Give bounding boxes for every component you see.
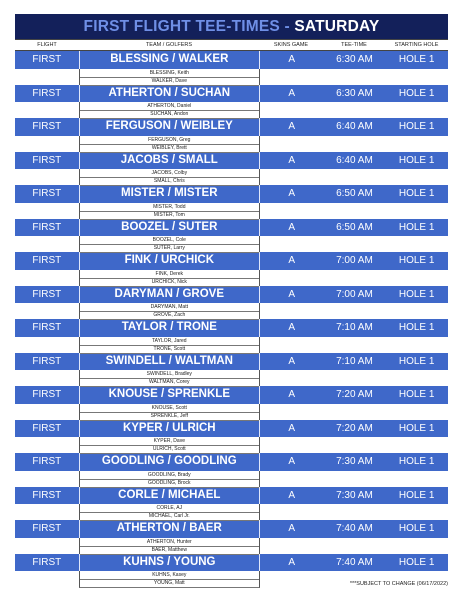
- tee-time-group: [15, 118, 448, 152]
- starting-hole-cell: HOLE 1: [398, 523, 435, 534]
- empty-cell: [260, 445, 448, 453]
- empty-cell: [260, 378, 448, 386]
- starting-hole-cell: HOLE 1: [398, 355, 435, 367]
- empty-cell: [260, 236, 448, 244]
- team-row: [15, 520, 448, 538]
- empty-cell: [260, 211, 448, 219]
- empty-cell: [260, 311, 448, 319]
- golfer-row: [15, 311, 448, 319]
- empty-cell: [260, 471, 448, 479]
- team-row: [15, 118, 448, 136]
- tee-time-group: [15, 487, 448, 521]
- empty-cell: [15, 445, 79, 453]
- golfer-row: [15, 177, 448, 185]
- flight-cell: FIRST: [32, 121, 62, 132]
- empty-cell: [260, 203, 448, 211]
- flight-cell: FIRST: [32, 389, 62, 400]
- title-flight-text: FIRST FLIGHT TEE-TIMES: [83, 18, 280, 35]
- golfer-name: TRONE, Scott: [79, 345, 260, 354]
- empty-cell: [260, 278, 448, 286]
- tee-time-cell: 6:30 AM: [336, 87, 373, 99]
- footnote: ***SUBJECT TO CHANGE (06/17/2022): [349, 581, 448, 587]
- team-name-cell: CORLE / MICHAEL: [79, 487, 260, 505]
- skins-cell: A: [288, 288, 296, 300]
- empty-cell: [15, 504, 79, 512]
- skins-cell: A: [288, 422, 296, 434]
- golfer-row: [15, 110, 448, 118]
- empty-cell: [15, 211, 79, 219]
- empty-cell: [15, 144, 79, 152]
- tee-time-list: [15, 51, 448, 587]
- empty-cell: [260, 345, 448, 353]
- team-name-cell: ATHERTON / BAER: [79, 520, 260, 538]
- flight-cell: FIRST: [32, 288, 62, 300]
- team-name-cell: SWINDELL / WALTMAN: [79, 353, 260, 371]
- empty-cell: [15, 437, 79, 445]
- empty-cell: [15, 102, 79, 110]
- empty-cell: [15, 278, 79, 286]
- team-name-cell: KYPER / ULRICH: [79, 420, 260, 438]
- golfer-row: [15, 345, 448, 353]
- empty-cell: [260, 337, 448, 345]
- empty-cell: [15, 345, 79, 353]
- flight-cell: FIRST: [32, 456, 62, 467]
- golfer-row: [15, 571, 448, 579]
- golfer-row: [15, 412, 448, 420]
- tee-time-group: [15, 152, 448, 186]
- tee-time-group: [15, 286, 448, 320]
- team-row: [15, 152, 448, 170]
- golfer-row: [15, 203, 448, 211]
- golfer-name: SWINDELL, Bradley: [79, 370, 260, 379]
- golfer-name: CORLE, AJ: [79, 504, 260, 513]
- golfer-row: [15, 538, 448, 546]
- starting-hole-cell: HOLE 1: [398, 489, 435, 501]
- golfer-name: DARYMAN, Matt: [79, 303, 260, 312]
- golfer-name: KNOUSE, Scott: [79, 404, 260, 413]
- empty-cell: [15, 471, 79, 479]
- flight-cell: FIRST: [32, 489, 62, 501]
- empty-cell: [260, 69, 448, 77]
- skins-cell: A: [288, 154, 296, 166]
- golfer-name: JACOBS, Colby: [79, 169, 260, 178]
- tee-time-cell: 7:40 AM: [336, 523, 373, 534]
- starting-hole-cell: HOLE 1: [398, 121, 435, 132]
- skins-cell: A: [288, 489, 296, 501]
- golfer-name: WALKER, Dave: [79, 77, 260, 86]
- tee-time-cell: 7:30 AM: [336, 456, 373, 467]
- empty-cell: [15, 69, 79, 77]
- tee-time-cell: 7:10 AM: [336, 355, 373, 367]
- team-name-cell: FERGUSON / WEIBLEY: [79, 118, 260, 136]
- empty-cell: [15, 244, 79, 252]
- starting-hole-cell: HOLE 1: [398, 221, 435, 233]
- starting-hole-cell: HOLE 1: [398, 288, 435, 300]
- golfer-row: [15, 546, 448, 554]
- empty-cell: [260, 412, 448, 420]
- golfer-row: [15, 512, 448, 520]
- starting-hole-cell: HOLE 1: [398, 322, 435, 333]
- tee-time-group: [15, 353, 448, 387]
- flight-cell: FIRST: [32, 54, 62, 65]
- skins-cell: A: [288, 188, 296, 199]
- team-name-cell: JACOBS / SMALL: [79, 152, 260, 170]
- skins-cell: A: [288, 355, 296, 367]
- golfer-name: MISTER, Tom: [79, 211, 260, 220]
- golfer-name: TAYLOR, Jared: [79, 337, 260, 346]
- golfer-name: GROVE, Zach: [79, 311, 260, 320]
- tee-time-group: [15, 85, 448, 119]
- starting-hole-cell: HOLE 1: [398, 255, 435, 266]
- tee-time-group: [15, 386, 448, 420]
- flight-cell: FIRST: [32, 422, 62, 434]
- golfer-name: SUTER, Larry: [79, 244, 260, 253]
- empty-cell: [15, 177, 79, 185]
- team-name-cell: BLESSING / WALKER: [79, 51, 260, 69]
- empty-cell: [260, 136, 448, 144]
- team-name-cell: MISTER / MISTER: [79, 185, 260, 203]
- tee-time-group: [15, 420, 448, 454]
- flight-cell: FIRST: [32, 87, 62, 99]
- golfer-row: [15, 270, 448, 278]
- tee-time-group: [15, 185, 448, 219]
- team-row: [15, 252, 448, 270]
- skins-cell: A: [288, 54, 296, 65]
- title-day-text: SATURDAY: [294, 18, 380, 35]
- skins-cell: A: [288, 221, 296, 233]
- empty-cell: [260, 144, 448, 152]
- team-row: [15, 286, 448, 304]
- starting-hole-cell: HOLE 1: [398, 54, 435, 65]
- tee-time-cell: 7:20 AM: [336, 389, 373, 400]
- golfer-row: [15, 278, 448, 286]
- empty-cell: [15, 136, 79, 144]
- empty-cell: [15, 236, 79, 244]
- golfer-row: [15, 303, 448, 311]
- golfer-row: [15, 244, 448, 252]
- team-row: [15, 386, 448, 404]
- team-row: [15, 85, 448, 103]
- skins-cell: A: [288, 456, 296, 467]
- team-row: [15, 353, 448, 371]
- golfer-name: WALTMAN, Corey: [79, 378, 260, 387]
- skins-cell: A: [288, 556, 296, 568]
- empty-cell: [260, 102, 448, 110]
- golfer-name: GOODLING, Brady: [79, 471, 260, 480]
- empty-cell: [260, 244, 448, 252]
- empty-cell: [15, 311, 79, 319]
- starting-hole-cell: HOLE 1: [398, 422, 435, 434]
- tee-time-cell: 7:40 AM: [336, 556, 373, 568]
- golfer-name: SUCHAN, Andon: [79, 110, 260, 119]
- team-row: [15, 319, 448, 337]
- golfer-row: [15, 479, 448, 487]
- flight-cell: FIRST: [32, 322, 62, 333]
- empty-cell: [260, 77, 448, 85]
- golfer-row: [15, 69, 448, 77]
- header-tee-time: TEE-TIME: [341, 42, 367, 48]
- team-name-cell: GOODLING / GOODLING: [79, 453, 260, 471]
- header-flight: FLIGHT: [37, 42, 57, 48]
- golfer-name: FERGUSON, Greg: [79, 136, 260, 145]
- team-row: [15, 219, 448, 237]
- empty-cell: [260, 110, 448, 118]
- golfer-name: SPRENKLE, Jeff: [79, 412, 260, 421]
- tee-time-sheet: [15, 14, 448, 587]
- flight-cell: FIRST: [32, 523, 62, 534]
- golfer-name: BAER, Matthew: [79, 546, 260, 555]
- team-row: [15, 420, 448, 438]
- golfer-name: BOOZEL, Cole: [79, 236, 260, 245]
- tee-time-cell: 6:30 AM: [336, 54, 373, 65]
- golfer-row: [15, 504, 448, 512]
- team-row: [15, 554, 448, 572]
- empty-cell: [15, 538, 79, 546]
- empty-cell: [260, 177, 448, 185]
- empty-cell: [15, 270, 79, 278]
- golfer-name: SMALL, Chris: [79, 177, 260, 186]
- empty-cell: [15, 77, 79, 85]
- empty-cell: [15, 337, 79, 345]
- golfer-name: BLESSING, Keith: [79, 69, 260, 78]
- starting-hole-cell: HOLE 1: [398, 456, 435, 467]
- golfer-row: [15, 144, 448, 152]
- golfer-name: WEIBLEY, Brett: [79, 144, 260, 153]
- header-starting-hole: STARTING HOLE: [394, 42, 439, 48]
- tee-time-cell: 7:00 AM: [336, 288, 373, 300]
- flight-cell: FIRST: [32, 556, 62, 568]
- empty-cell: [260, 512, 448, 520]
- header-skins: SKINS GAME: [273, 42, 309, 48]
- empty-cell: [260, 546, 448, 554]
- empty-cell: [15, 203, 79, 211]
- golfer-row: [15, 236, 448, 244]
- empty-cell: [260, 437, 448, 445]
- tee-time-cell: 6:50 AM: [336, 221, 373, 233]
- skins-cell: A: [288, 87, 296, 99]
- team-row: [15, 51, 448, 69]
- starting-hole-cell: HOLE 1: [398, 154, 435, 166]
- flight-cell: FIRST: [32, 221, 62, 233]
- golfer-name: MICHAEL, Carl Jr.: [79, 512, 260, 521]
- team-name-cell: KNOUSE / SPRENKLE: [79, 386, 260, 404]
- empty-cell: [260, 169, 448, 177]
- empty-cell: [15, 370, 79, 378]
- empty-cell: [15, 571, 79, 579]
- empty-cell: [260, 538, 448, 546]
- golfer-row: [15, 378, 448, 386]
- golfer-row: [15, 445, 448, 453]
- tee-time-cell: 7:20 AM: [336, 422, 373, 434]
- empty-cell: [15, 546, 79, 554]
- team-name-cell: FINK / URCHICK: [79, 252, 260, 270]
- empty-cell: [15, 378, 79, 386]
- empty-cell: [260, 370, 448, 378]
- tee-time-group: [15, 51, 448, 85]
- golfer-row: [15, 337, 448, 345]
- team-row: [15, 453, 448, 471]
- starting-hole-cell: HOLE 1: [398, 389, 435, 400]
- golfer-name: MISTER, Todd: [79, 203, 260, 212]
- golfer-name: ULRICH, Scott: [79, 445, 260, 454]
- empty-cell: [15, 512, 79, 520]
- tee-time-group: [15, 319, 448, 353]
- starting-hole-cell: HOLE 1: [398, 556, 435, 568]
- skins-cell: A: [288, 255, 296, 266]
- tee-time-group: [15, 219, 448, 253]
- empty-cell: [15, 404, 79, 412]
- skins-cell: A: [288, 121, 296, 132]
- golfer-row: [15, 370, 448, 378]
- tee-time-group: [15, 520, 448, 554]
- golfer-name: ATHERTON, Daniel: [79, 102, 260, 111]
- empty-cell: [260, 404, 448, 412]
- starting-hole-cell: HOLE 1: [398, 188, 435, 199]
- golfer-name: KUHNS, Kasey: [79, 571, 260, 580]
- golfer-row: [15, 169, 448, 177]
- team-row: [15, 185, 448, 203]
- golfer-row: [15, 404, 448, 412]
- team-name-cell: BOOZEL / SUTER: [79, 219, 260, 237]
- header-team: TEAM / GOLFERS: [145, 42, 193, 48]
- golfer-name: GOODLING, Brock: [79, 479, 260, 488]
- tee-time-cell: 7:30 AM: [336, 489, 373, 501]
- golfer-row: [15, 437, 448, 445]
- tee-time-cell: 7:10 AM: [336, 322, 373, 333]
- flight-cell: FIRST: [32, 188, 62, 199]
- golfer-row: [15, 77, 448, 85]
- empty-cell: [260, 479, 448, 487]
- team-name-cell: DARYMAN / GROVE: [79, 286, 260, 304]
- golfer-row: [15, 102, 448, 110]
- tee-time-group: [15, 252, 448, 286]
- team-name-cell: ATHERTON / SUCHAN: [79, 85, 260, 103]
- skins-cell: A: [288, 523, 296, 534]
- flight-cell: FIRST: [32, 154, 62, 166]
- golfer-row: [15, 136, 448, 144]
- team-row: [15, 487, 448, 505]
- golfer-row: [15, 211, 448, 219]
- golfer-name: ATHERTON, Hunter: [79, 538, 260, 547]
- flight-cell: FIRST: [32, 255, 62, 266]
- empty-cell: [15, 412, 79, 420]
- tee-time-cell: 6:40 AM: [336, 121, 373, 132]
- starting-hole-cell: HOLE 1: [398, 87, 435, 99]
- empty-cell: [260, 571, 448, 579]
- empty-cell: [260, 303, 448, 311]
- golfer-name: KYPER, Dave: [79, 437, 260, 446]
- empty-cell: [260, 504, 448, 512]
- empty-cell: [15, 479, 79, 487]
- tee-time-group: [15, 453, 448, 487]
- tee-time-cell: 7:00 AM: [336, 255, 373, 266]
- empty-cell: [15, 303, 79, 311]
- page-title: [15, 14, 448, 39]
- tee-time-cell: 6:50 AM: [336, 188, 373, 199]
- tee-time-cell: 6:40 AM: [336, 154, 373, 166]
- team-name-cell: KUHNS / YOUNG: [79, 554, 260, 572]
- golfer-row: [15, 471, 448, 479]
- team-name-cell: TAYLOR / TRONE: [79, 319, 260, 337]
- empty-cell: [15, 110, 79, 118]
- skins-cell: A: [288, 322, 296, 333]
- golfer-name: URCHICK, Nick: [79, 278, 260, 287]
- empty-cell: [260, 270, 448, 278]
- flight-cell: FIRST: [32, 355, 62, 367]
- empty-cell: [15, 169, 79, 177]
- column-header-row: [15, 39, 448, 51]
- golfer-name: YOUNG, Matt: [79, 579, 260, 588]
- skins-cell: A: [288, 389, 296, 400]
- golfer-name: FINK, Derek: [79, 270, 260, 279]
- title-separator: -: [279, 18, 295, 35]
